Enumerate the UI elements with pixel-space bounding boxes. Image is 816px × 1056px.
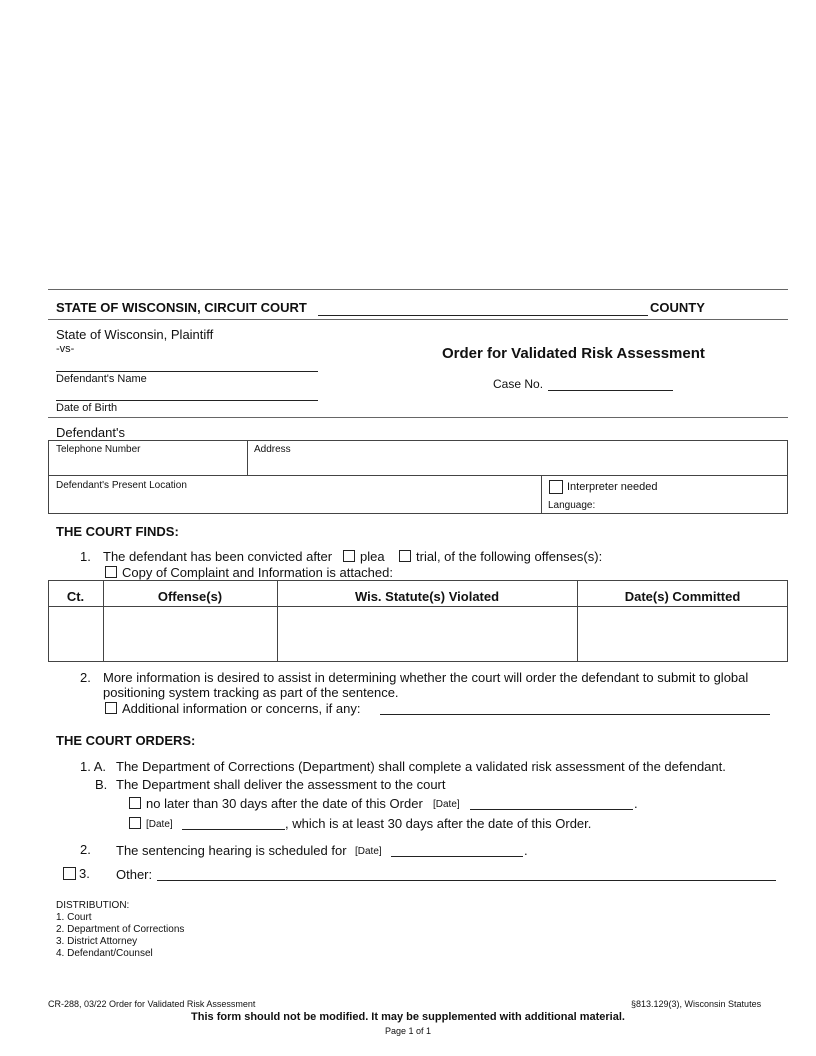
orders-item1a-num: 1. A. (80, 759, 107, 774)
defendant-name-label: Defendant's Name (56, 373, 147, 385)
language-label: Language: (548, 500, 596, 511)
plea-checkbox[interactable] (343, 550, 355, 562)
trial-checkbox[interactable] (399, 550, 411, 562)
distribution-heading: DISTRIBUTION: (56, 900, 130, 911)
opt1-period: . (634, 796, 638, 811)
tel-divider (247, 440, 248, 475)
defendant-section-label: Defendant's (56, 425, 125, 440)
orders-item1a-text: The Department of Corrections (Department) shall complete a validated risk assessment of the defendant. (116, 759, 726, 774)
info-row-divider (48, 475, 788, 476)
court-label: STATE OF WISCONSIN, CIRCUIT COURT (56, 300, 307, 315)
hearing-period: . (524, 843, 528, 858)
plaintiff-label: State of Wisconsin, Plaintiff (56, 327, 214, 342)
orders-item1b-num: B. (95, 777, 108, 792)
plea-label: plea (360, 549, 385, 564)
distribution-item: 2. Department of Corrections (56, 924, 185, 935)
court-finds-heading: THE COURT FINDS: (56, 524, 179, 539)
caption-rule (48, 417, 788, 418)
orders-item3-text: Other: (116, 867, 153, 882)
location-label: Defendant's Present Location (56, 480, 187, 491)
opt1-checkbox[interactable] (129, 797, 141, 809)
distribution-item: 3. District Attorney (56, 936, 138, 947)
orders-item3-num: 3. (79, 866, 90, 881)
additional-info-field[interactable] (380, 714, 770, 715)
orders-item2-num: 2. (80, 842, 91, 857)
form-title: Order for Validated Risk Assessment (442, 345, 705, 362)
opt2-text: , which is at least 30 days after the date of this Order. (285, 816, 592, 831)
offense-table-header-rule (48, 606, 788, 607)
opt2-checkbox[interactable] (129, 817, 141, 829)
col-header-statute: Wis. Statute(s) Violated (354, 589, 500, 604)
copy-attached-label: Copy of Complaint and Information is attached: (122, 565, 393, 580)
opt1-date-hint: [Date] (433, 799, 460, 810)
distribution-item: 1. Court (56, 912, 92, 923)
other-checkbox[interactable] (63, 867, 76, 880)
orders-item2-text: The sentencing hearing is scheduled for (116, 843, 347, 858)
hearing-date-hint: [Date] (355, 846, 382, 857)
col-header-ct: Ct. (66, 589, 85, 604)
county-field[interactable] (318, 315, 648, 316)
finds-item2-line2: positioning system tracking as part of the sentence. (103, 685, 399, 700)
distribution-item: 4. Defendant/Counsel (56, 948, 153, 959)
opt2-date-hint: [Date] (146, 819, 173, 830)
interpreter-checkbox[interactable] (549, 480, 563, 494)
footer-notice: This form should not be modified. It may be supplemented with additional material. (191, 1011, 625, 1023)
court-orders-heading: THE COURT ORDERS: (56, 733, 196, 748)
finds-item2-num: 2. (80, 670, 91, 685)
finds-item2-line1: More information is desired to assist in determining whether the court will order the defendant to submit to global (103, 670, 749, 685)
dob-label: Date of Birth (56, 402, 118, 414)
dob-field[interactable] (56, 400, 318, 401)
additional-info-label: Additional information or concerns, if any: (122, 701, 361, 716)
header-rule (48, 319, 788, 320)
address-label: Address (254, 444, 291, 455)
other-field[interactable] (157, 880, 776, 881)
finds-item1-num: 1. (80, 549, 91, 564)
page-number: Page 1 of 1 (384, 1026, 432, 1036)
telephone-label: Telephone Number (56, 444, 141, 455)
interpreter-label: Interpreter needed (567, 481, 658, 493)
form-id: CR-288, 03/22 Order for Validated Risk Assessment (48, 999, 256, 1009)
vs-label: -vs- (56, 343, 75, 355)
orders-item1b-text: The Department shall deliver the assessment to the court (116, 777, 446, 792)
defendant-info-table (48, 440, 788, 514)
statute-ref: §813.129(3), Wisconsin Statutes (631, 999, 762, 1009)
case-no-label: Case No. (493, 377, 544, 391)
trial-label: trial, of the following offenses(s): (416, 549, 603, 564)
opt2-date-field[interactable] (182, 829, 285, 830)
opt1-text: no later than 30 days after the date of this Order (146, 796, 423, 811)
finds-item1-text: The defendant has been convicted after (103, 549, 333, 564)
location-divider (541, 475, 542, 514)
case-no-field[interactable] (548, 390, 673, 391)
col-header-date: Date(s) Committed (624, 589, 741, 604)
opt1-date-field[interactable] (470, 809, 633, 810)
col-header-offense: Offense(s) (157, 589, 223, 604)
hearing-date-field[interactable] (391, 856, 523, 857)
copy-attached-checkbox[interactable] (105, 566, 117, 578)
county-label: COUNTY (650, 300, 705, 315)
defendant-name-field[interactable] (56, 371, 318, 372)
additional-info-checkbox[interactable] (105, 702, 117, 714)
top-rule (48, 289, 788, 290)
